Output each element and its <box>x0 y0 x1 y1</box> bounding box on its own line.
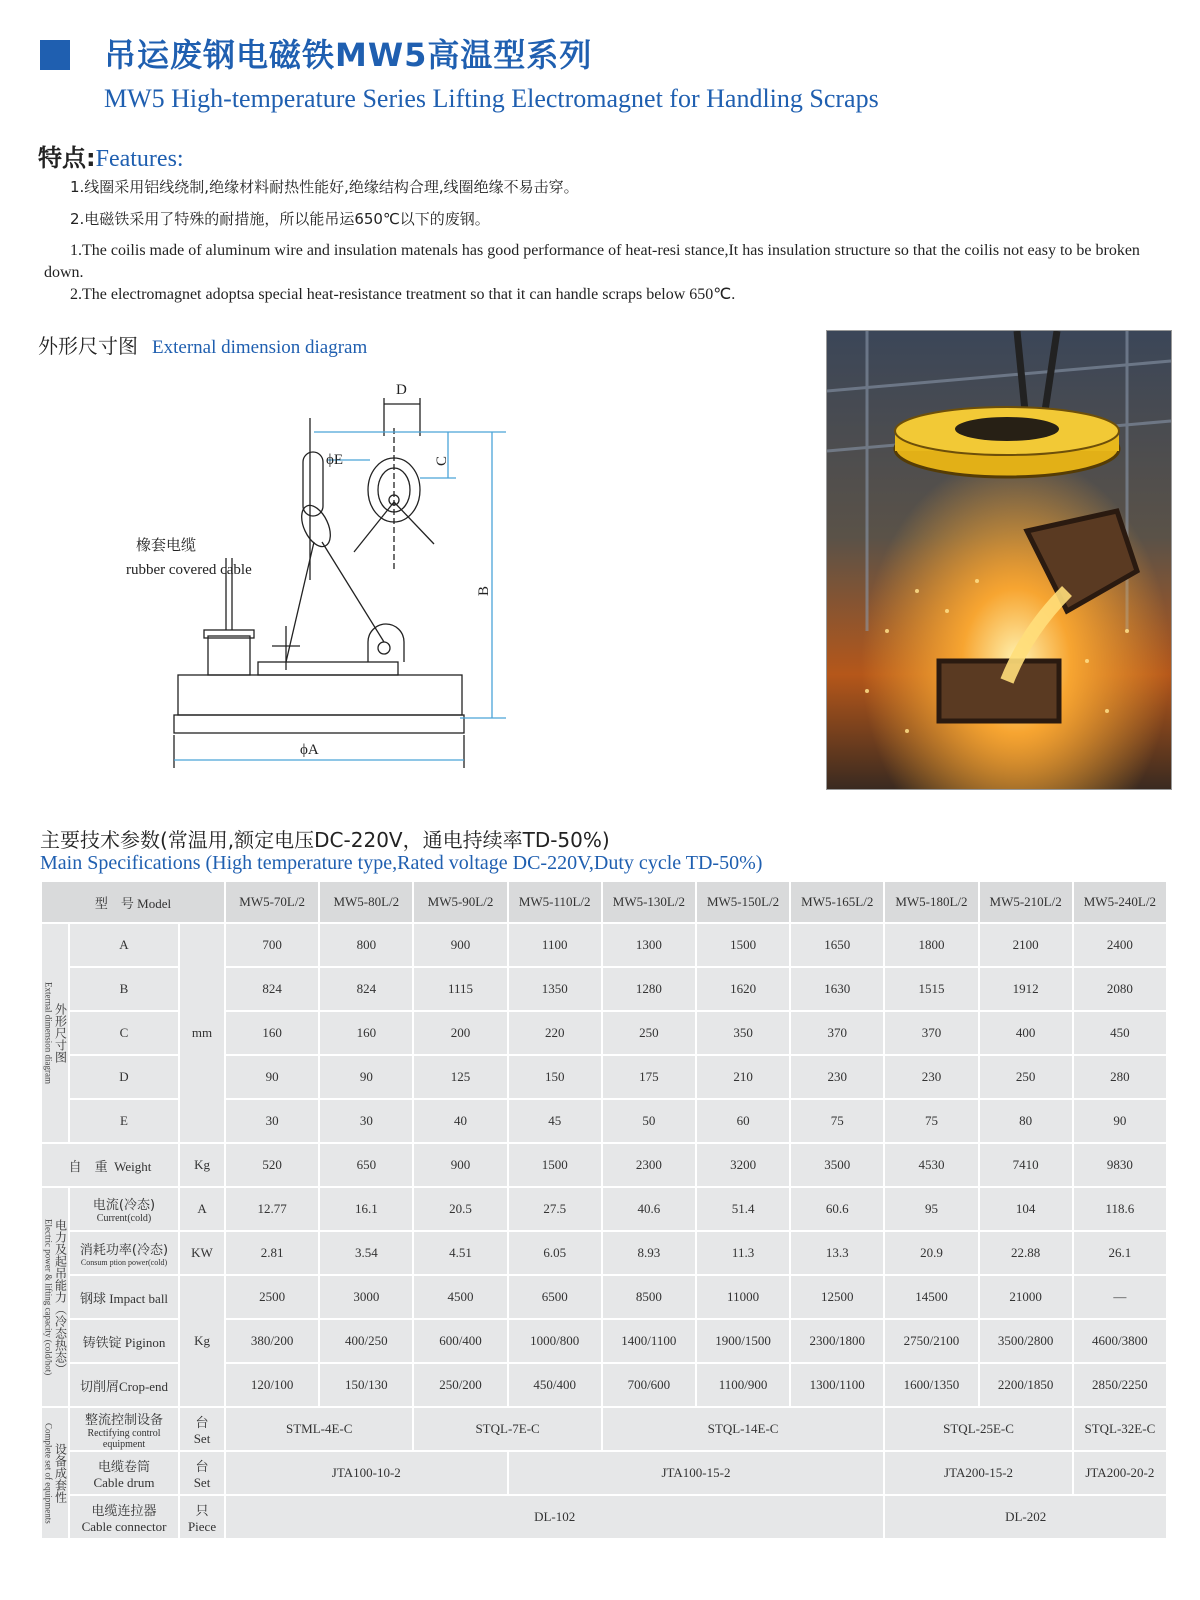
cell: 3000 <box>319 1275 413 1319</box>
cell: 22.88 <box>979 1231 1073 1275</box>
cell: 8500 <box>602 1275 696 1319</box>
cell: 1500 <box>508 1143 602 1187</box>
power-group-label: 电力及起吊能力（冷态热态） Electric power & lifting capacity (cold/hot) <box>41 1187 69 1407</box>
cell: 230 <box>790 1055 884 1099</box>
cell: 80 <box>979 1099 1073 1143</box>
cell: 1400/1100 <box>602 1319 696 1363</box>
cell: — <box>1073 1275 1167 1319</box>
title-square-icon <box>40 40 70 70</box>
feature-cn-1: 1.线圈采用铝线绕制,绝缘材料耐热性能好,绝缘结构合理,线圈绝缘不易击穿。 <box>70 178 579 196</box>
cable-box-cap <box>204 630 254 638</box>
pigion-label: 铸铁锭 Piginon <box>69 1319 179 1363</box>
cell: 400 <box>979 1011 1073 1055</box>
dimension-diagram <box>100 370 540 790</box>
base-plate <box>258 662 398 675</box>
drum-unit: 台 Set <box>179 1451 225 1495</box>
cell: 1100 <box>508 923 602 967</box>
cell: 1000/800 <box>508 1319 602 1363</box>
cell: 2200/1850 <box>979 1363 1073 1407</box>
cell: 700/600 <box>602 1363 696 1407</box>
cable-box <box>208 636 250 675</box>
cell: 1500 <box>696 923 790 967</box>
cell: 2750/2100 <box>884 1319 978 1363</box>
cell: 400/250 <box>319 1319 413 1363</box>
cell: 27.5 <box>508 1187 602 1231</box>
cell: 4600/3800 <box>1073 1319 1167 1363</box>
cell: 1650 <box>790 923 884 967</box>
cell: JTA200-15-2 <box>884 1451 1072 1495</box>
cell: 230 <box>884 1055 978 1099</box>
dim-group-label: 外形尺寸图 External dimension diagram <box>41 923 69 1143</box>
specs-heading-cn: 主要技术参数(常温用,额定电压DC-220V，通电持续率TD-50%) <box>40 828 610 852</box>
cell: 120/100 <box>225 1363 319 1407</box>
cell: 160 <box>225 1011 319 1055</box>
cell: 450 <box>1073 1011 1167 1055</box>
consumption-label: 消耗功率(冷态) Consum ption power(cold) <box>69 1231 179 1275</box>
cell: 90 <box>319 1055 413 1099</box>
label-d: D <box>396 382 407 398</box>
spec-table <box>40 880 1168 1540</box>
cell: 118.6 <box>1073 1187 1167 1231</box>
row-label: B <box>69 967 179 1011</box>
cell: 1115 <box>413 967 507 1011</box>
equip-group-label: 设备成套性 Complete set of equipments <box>41 1407 69 1539</box>
cell: 150/130 <box>319 1363 413 1407</box>
cell: 30 <box>319 1099 413 1143</box>
cell: 75 <box>790 1099 884 1143</box>
cell: 2500 <box>225 1275 319 1319</box>
consumption-unit: KW <box>179 1231 225 1275</box>
cell: 60 <box>696 1099 790 1143</box>
cell: 20.9 <box>884 1231 978 1275</box>
cell: 210 <box>696 1055 790 1099</box>
cell: 51.4 <box>696 1187 790 1231</box>
cell: 6500 <box>508 1275 602 1319</box>
cell: STQL-7E-C <box>413 1407 601 1451</box>
cell: 3.54 <box>319 1231 413 1275</box>
cell: 1350 <box>508 967 602 1011</box>
weight-unit: Kg <box>179 1143 225 1187</box>
cell: STML-4E-C <box>225 1407 413 1451</box>
cell: 50 <box>602 1099 696 1143</box>
cell: 150 <box>508 1055 602 1099</box>
dimension-heading-cn: 外形尺寸图 <box>38 334 138 358</box>
cell: 20.5 <box>413 1187 507 1231</box>
cell: 824 <box>319 967 413 1011</box>
feature-en-2: 2.The electromagnet adoptsa special heat-resistance treatment so that it can handle scraps below 650℃. <box>70 286 736 303</box>
features-heading-cn: 特点: <box>38 144 96 172</box>
label-e: ϕE <box>326 452 344 468</box>
cell: 600/400 <box>413 1319 507 1363</box>
cell: 900 <box>413 923 507 967</box>
cell: 1300/1100 <box>790 1363 884 1407</box>
model-cell: MW5-210L/2 <box>979 881 1073 923</box>
row-label: D <box>69 1055 179 1099</box>
current-unit: A <box>179 1187 225 1231</box>
table-row-current <box>41 1187 1167 1231</box>
cell: 280 <box>1073 1055 1167 1099</box>
cell: DL-202 <box>884 1495 1167 1539</box>
dim-unit: mm <box>179 923 225 1143</box>
table-row-drum <box>41 1451 1167 1495</box>
cell: 1620 <box>696 967 790 1011</box>
model-cell: MW5-180L/2 <box>884 881 978 923</box>
row-label: A <box>69 923 179 967</box>
cell: STQL-32E-C <box>1073 1407 1167 1451</box>
features-heading-en: Features: <box>95 146 184 172</box>
cell: 60.6 <box>790 1187 884 1231</box>
cell: 370 <box>790 1011 884 1055</box>
cell: JTA100-15-2 <box>508 1451 885 1495</box>
cell: 3500 <box>790 1143 884 1187</box>
cell: 800 <box>319 923 413 967</box>
table-row-consumption <box>41 1231 1167 1275</box>
cell: 8.93 <box>602 1231 696 1275</box>
page-title-cn: 吊运废钢电磁铁MW5高温型系列 <box>104 36 593 74</box>
cell: 250 <box>979 1055 1073 1099</box>
model-cell: MW5-240L/2 <box>1073 881 1167 923</box>
cell: 12500 <box>790 1275 884 1319</box>
cell: 13.3 <box>790 1231 884 1275</box>
cell: 4530 <box>884 1143 978 1187</box>
chain-left <box>286 542 314 662</box>
cell: 900 <box>413 1143 507 1187</box>
cell: JTA200-20-2 <box>1073 1451 1167 1495</box>
cell: 7410 <box>979 1143 1073 1187</box>
cell: 26.1 <box>1073 1231 1167 1275</box>
label-a: ϕA <box>300 742 319 758</box>
feature-en-1: 1.The coilis made of aluminum wire and insulation matenals has good performance of heat-resi stance,It has insulation structure so that the coilis not easy to be broken down. <box>44 242 1140 281</box>
cell: 380/200 <box>225 1319 319 1363</box>
cell: 520 <box>225 1143 319 1187</box>
feature-cn-2: 2.电磁铁采用了特殊的耐措施，所以能吊运650℃以下的废钢。 <box>70 210 490 228</box>
cell: 125 <box>413 1055 507 1099</box>
current-label: 电流(冷态) Current(cold) <box>69 1187 179 1231</box>
page-title-en: MW5 High-temperature Series Lifting Electromagnet for Handling Scraps <box>104 84 879 113</box>
dimension-heading-en: External dimension diagram <box>152 337 368 358</box>
cell: 250 <box>602 1011 696 1055</box>
specs-heading-en: Main Specifications (High temperature type,Rated voltage DC-220V,Duty cycle TD-50%) <box>40 852 763 874</box>
table-row-model <box>41 881 1167 923</box>
cell: 2300 <box>602 1143 696 1187</box>
label-cable-en: rubber covered cable <box>126 562 252 578</box>
dimension-heading <box>38 330 367 359</box>
features-heading <box>38 138 184 173</box>
cell: 4500 <box>413 1275 507 1319</box>
label-cable-cn: 橡套电缆 <box>136 536 197 554</box>
model-cell: MW5-80L/2 <box>319 881 413 923</box>
lifting-magnet-photo <box>826 330 1172 790</box>
cell: 90 <box>1073 1099 1167 1143</box>
rectifier-label: 整流控制设备 Rectifying control equipment <box>69 1407 179 1451</box>
cell: 650 <box>319 1143 413 1187</box>
cell: JTA100-10-2 <box>225 1451 508 1495</box>
cell: 11000 <box>696 1275 790 1319</box>
cell: 1630 <box>790 967 884 1011</box>
cell: 1800 <box>884 923 978 967</box>
cell: 11.3 <box>696 1231 790 1275</box>
cell: 1280 <box>602 967 696 1011</box>
cell: 95 <box>884 1187 978 1231</box>
cell: 2300/1800 <box>790 1319 884 1363</box>
cell: 1600/1350 <box>884 1363 978 1407</box>
weight-label: 自 重 Weight <box>41 1143 179 1187</box>
label-b: B <box>476 585 492 596</box>
cell: 3500/2800 <box>979 1319 1073 1363</box>
drum-label: 电缆卷筒 Cable drum <box>69 1451 179 1495</box>
cell: 450/400 <box>508 1363 602 1407</box>
lift-unit: Kg <box>179 1275 225 1407</box>
cell: 2.81 <box>225 1231 319 1275</box>
cell: 220 <box>508 1011 602 1055</box>
model-cell: MW5-110L/2 <box>508 881 602 923</box>
cell: 40.6 <box>602 1187 696 1231</box>
cell: 1300 <box>602 923 696 967</box>
cell: 40 <box>413 1099 507 1143</box>
connector-label: 电缆连拉器 Cable connector <box>69 1495 179 1539</box>
table-row-connector <box>41 1495 1167 1539</box>
cell: 2080 <box>1073 967 1167 1011</box>
cell: 1900/1500 <box>696 1319 790 1363</box>
cell: 370 <box>884 1011 978 1055</box>
impact-label: 钢球 Impact ball <box>69 1275 179 1319</box>
cell: 1912 <box>979 967 1073 1011</box>
cell: STQL-14E-C <box>602 1407 885 1451</box>
cell: 700 <box>225 923 319 967</box>
model-cell: MW5-70L/2 <box>225 881 319 923</box>
cell: 2400 <box>1073 923 1167 967</box>
model-cell: MW5-90L/2 <box>413 881 507 923</box>
cell: 175 <box>602 1055 696 1099</box>
cell: 2850/2250 <box>1073 1363 1167 1407</box>
magnet-upper-body <box>178 675 462 715</box>
cell: 104 <box>979 1187 1073 1231</box>
cell: 200 <box>413 1011 507 1055</box>
model-cell: MW5-165L/2 <box>790 881 884 923</box>
cell: 14500 <box>884 1275 978 1319</box>
table-row-impact <box>41 1275 1167 1319</box>
model-label: 型 号 Model <box>41 881 225 923</box>
cell: 75 <box>884 1099 978 1143</box>
table-row-weight <box>41 1143 1167 1187</box>
cell: STQL-25E-C <box>884 1407 1072 1451</box>
rectifier-unit: 台 Set <box>179 1407 225 1451</box>
connector-unit: 只 Piece <box>179 1495 225 1539</box>
crop-label: 切削屑Crop-end <box>69 1363 179 1407</box>
label-c: C <box>434 455 450 466</box>
chain-right <box>322 542 384 642</box>
magnet-lower-body <box>174 715 464 733</box>
cell: 30 <box>225 1099 319 1143</box>
cell: 6.05 <box>508 1231 602 1275</box>
cell: 824 <box>225 967 319 1011</box>
cell: 9830 <box>1073 1143 1167 1187</box>
eye-leg-right <box>394 502 434 544</box>
cell: 21000 <box>979 1275 1073 1319</box>
row-label: E <box>69 1099 179 1143</box>
row-label: C <box>69 1011 179 1055</box>
model-cell: MW5-150L/2 <box>696 881 790 923</box>
cell: 45 <box>508 1099 602 1143</box>
cell: 2100 <box>979 923 1073 967</box>
cell: DL-102 <box>225 1495 884 1539</box>
cell: 16.1 <box>319 1187 413 1231</box>
model-cell: MW5-130L/2 <box>602 881 696 923</box>
cell: 4.51 <box>413 1231 507 1275</box>
table-row-dim-a <box>41 923 1167 967</box>
cell: 350 <box>696 1011 790 1055</box>
cell: 3200 <box>696 1143 790 1187</box>
cell: 90 <box>225 1055 319 1099</box>
chain-link-ring <box>296 501 336 551</box>
cell: 160 <box>319 1011 413 1055</box>
cell: 250/200 <box>413 1363 507 1407</box>
cell: 1515 <box>884 967 978 1011</box>
table-row-rectifier <box>41 1407 1167 1451</box>
cell: 12.77 <box>225 1187 319 1231</box>
cell: 1100/900 <box>696 1363 790 1407</box>
